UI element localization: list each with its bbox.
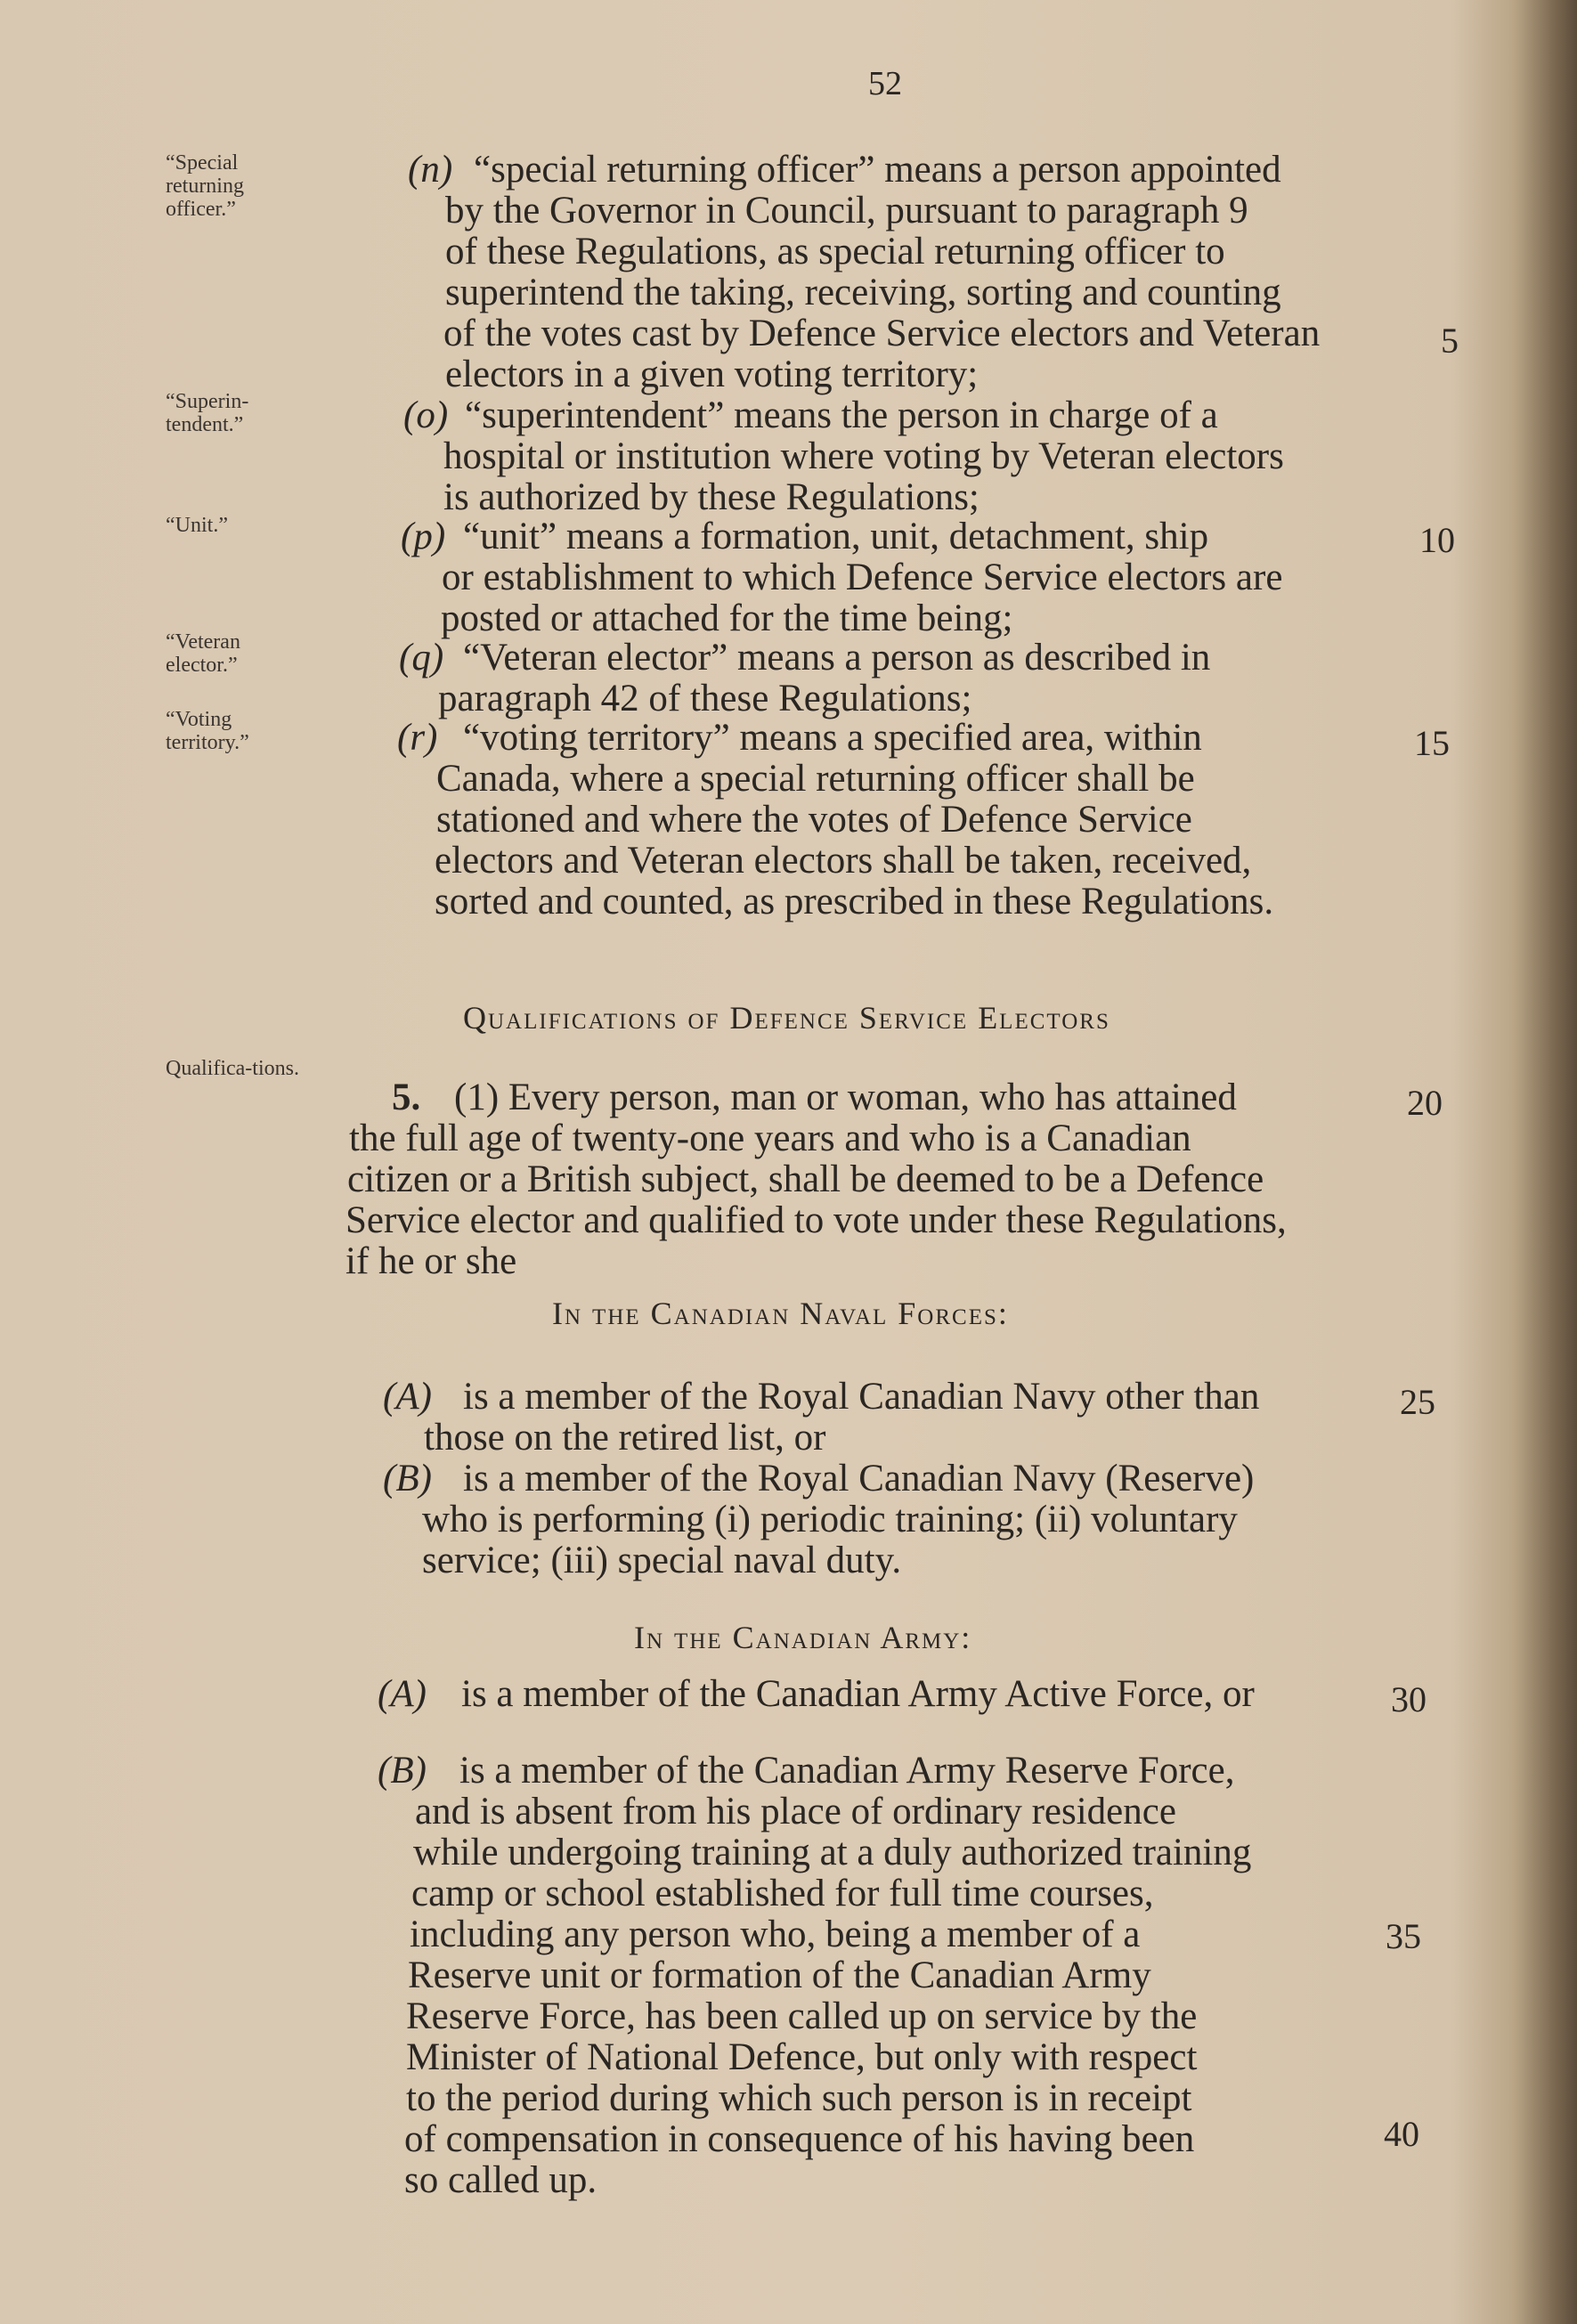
definition-o-line: hospital or institution where voting by Veteran electors <box>443 435 1284 477</box>
section-heading: Qualifications of Defence Service Electors <box>463 1000 1110 1036</box>
definition-q-line: “Veteran elector” means a person as described in <box>463 637 1211 679</box>
definition-n-line: of these Regulations, as special returning officer to <box>445 231 1225 272</box>
naval-a-line: is a member of the Royal Canadian Navy other than <box>463 1376 1260 1418</box>
section-number: 5. <box>392 1077 421 1118</box>
army-b-line: Reserve unit or formation of the Canadian Army <box>408 1954 1151 1996</box>
line-number: 20 <box>1407 1083 1443 1123</box>
army-b-line: of compensation in consequence of his having been <box>404 2118 1195 2160</box>
margin-note-veteran-elector: “Veteran elector.” <box>166 630 240 677</box>
line-number: 15 <box>1414 723 1450 763</box>
definition-q-line: paragraph 42 of these Regulations; <box>438 678 972 719</box>
army-b-line: and is absent from his place of ordinary residence <box>415 1791 1176 1832</box>
army-b-line: including any person who, being a member of a <box>410 1914 1141 1955</box>
army-heading: In the Canadian Army: <box>634 1620 972 1655</box>
army-b-line: Reserve Force, has been called up on service by the <box>406 1995 1198 2037</box>
definition-o-label: (o) <box>403 394 449 436</box>
army-a-label: (A) <box>378 1673 427 1715</box>
line-number: 5 <box>1441 321 1459 361</box>
army-b-label: (B) <box>378 1750 427 1792</box>
definition-r-line: Canada, where a special returning officer shall be <box>436 758 1195 800</box>
naval-a-label: (A) <box>383 1376 432 1418</box>
page-number: 52 <box>868 65 902 102</box>
section5-line: if he or she <box>345 1240 517 1282</box>
section5-line: citizen or a British subject, shall be deemed to be a Defence <box>347 1158 1264 1200</box>
line-number: 10 <box>1419 520 1455 560</box>
section5-line: the full age of twenty-one years and who is a Canadian <box>349 1117 1191 1159</box>
definition-n-line: “special returning officer” means a person appointed <box>474 149 1281 191</box>
section5-line: Service elector and qualified to vote under these Regulations, <box>345 1199 1287 1241</box>
naval-b-line: who is performing (i) periodic training; (ii) voluntary <box>422 1499 1238 1540</box>
definition-n-line: of the votes cast by Defence Service electors and Veteran <box>443 313 1321 354</box>
margin-note-superintendent: “Superin-tendent.” <box>166 390 249 436</box>
definition-p-line: “unit” means a formation, unit, detachment, ship <box>463 516 1209 557</box>
definition-n-line: electors in a given voting territory; <box>445 353 979 395</box>
army-b-line: camp or school established for full time courses, <box>411 1873 1154 1914</box>
definition-p-line: posted or attached for the time being; <box>441 597 1013 639</box>
definition-r-label: (r) <box>397 717 438 759</box>
naval-heading: In the Canadian Naval Forces: <box>552 1296 1009 1331</box>
line-number: 40 <box>1384 2114 1419 2154</box>
definition-n-line: by the Governor in Council, pursuant to paragraph 9 <box>445 190 1248 232</box>
naval-a-line: those on the retired list, or <box>424 1417 826 1459</box>
section5-line: (1) Every person, man or woman, who has attained <box>454 1077 1237 1118</box>
definition-p-line: or establishment to which Defence Service electors are <box>442 557 1283 598</box>
definition-n-line: superintend the taking, receiving, sorting and counting <box>445 272 1281 313</box>
margin-note-qualifications: Qualifica-tions. <box>166 1057 299 1080</box>
margin-note-unit: “Unit.” <box>166 514 228 537</box>
naval-b-line: is a member of the Royal Canadian Navy (Reserve) <box>463 1458 1255 1499</box>
definition-r-line: sorted and counted, as prescribed in these Regulations. <box>435 881 1274 922</box>
line-number: 30 <box>1391 1679 1427 1719</box>
margin-note-voting-territory: “Voting territory.” <box>166 708 249 754</box>
army-a-line: is a member of the Canadian Army Active Force, or <box>461 1673 1255 1715</box>
naval-b-label: (B) <box>383 1458 432 1499</box>
army-b-line: while undergoing training at a duly authorized training <box>413 1832 1252 1873</box>
naval-b-line: service; (iii) special naval duty. <box>422 1540 902 1581</box>
army-b-line: so called up. <box>404 2159 597 2201</box>
line-number: 25 <box>1400 1382 1435 1422</box>
army-b-line: is a member of the Canadian Army Reserve Force, <box>459 1750 1235 1792</box>
definition-p-label: (p) <box>401 516 446 557</box>
definition-r-line: “voting territory” means a specified area, within <box>463 717 1202 759</box>
line-number: 35 <box>1386 1916 1421 1956</box>
margin-note-special-returning-officer: “Special returning officer.” <box>166 151 244 221</box>
definition-q-label: (q) <box>399 637 444 679</box>
definition-n-label: (n) <box>408 149 453 191</box>
army-b-line: Minister of National Defence, but only with respect <box>406 2036 1198 2078</box>
definition-r-line: electors and Veteran electors shall be taken, received, <box>435 840 1252 882</box>
army-b-line: to the period during which such person is in receipt <box>406 2077 1192 2119</box>
definition-o-line: “superintendent” means the person in charge of a <box>465 394 1218 436</box>
definition-r-line: stationed and where the votes of Defence Service <box>436 799 1192 841</box>
definition-o-line: is authorized by these Regulations; <box>443 476 980 518</box>
